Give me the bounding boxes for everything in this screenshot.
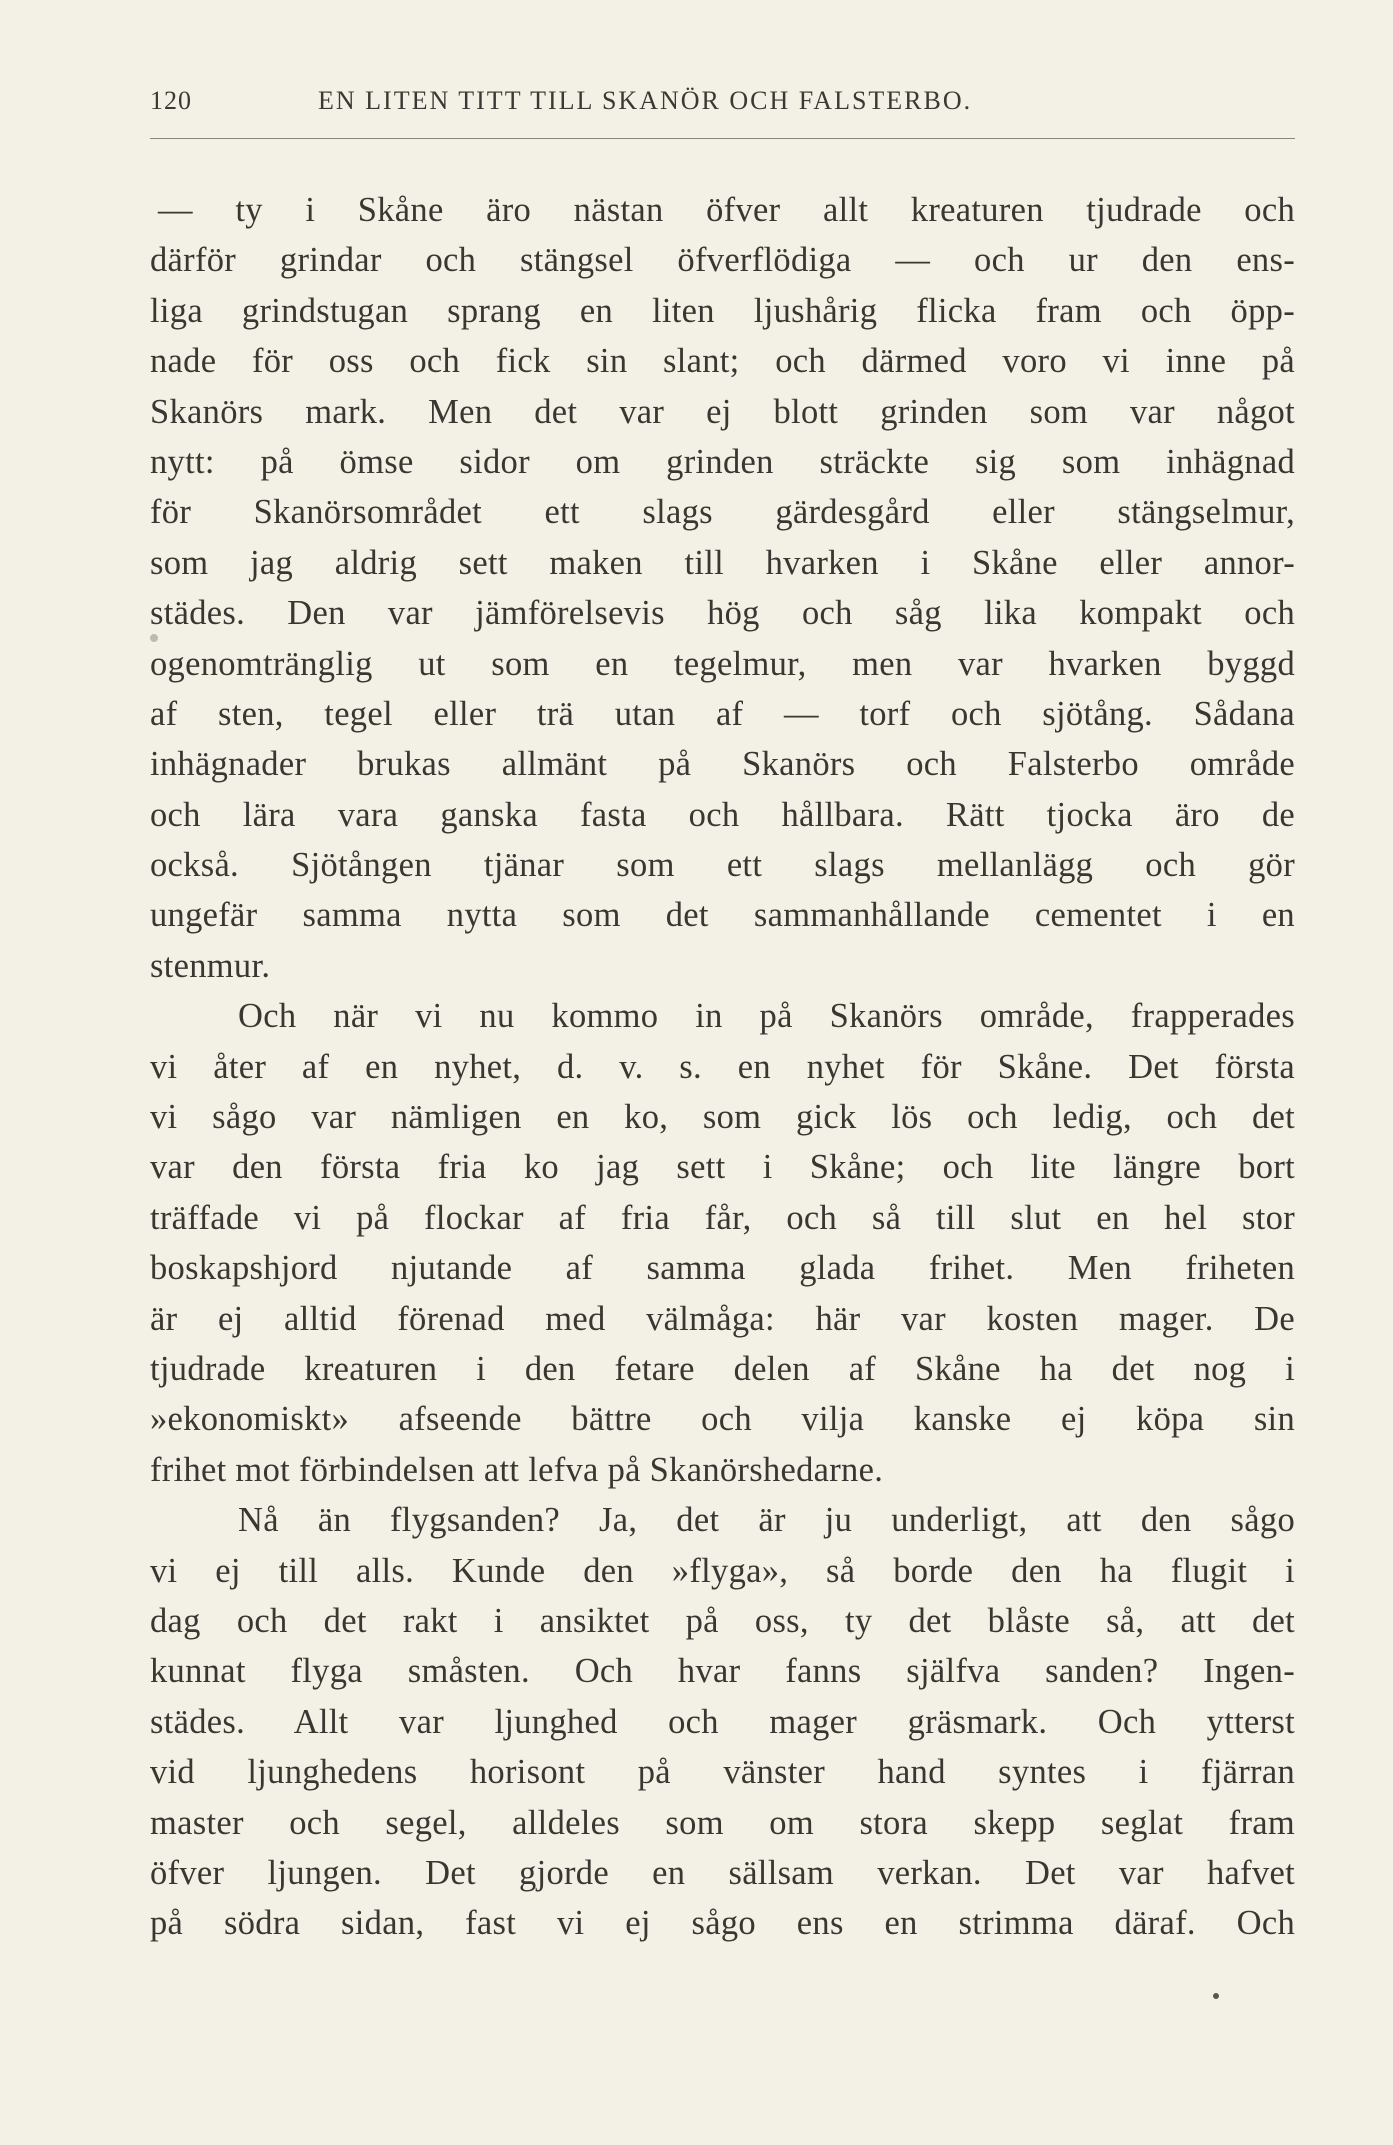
text-line: Skanörs mark. Men det var ej blott grinden som var något — [150, 392, 1295, 431]
header-rule — [150, 138, 1295, 139]
text-line: städes. Allt var ljunghed och mager gräsmark. Och ytterst — [150, 1702, 1295, 1741]
text-line: som jag aldrig sett maken till hvarken i Skåne eller annor- — [150, 543, 1295, 582]
text-line: »ekonomiskt» afseende bättre och vilja kanske ej köpa sin — [150, 1400, 1295, 1439]
text-line: städes. Den var jämförelsevis hög och såg lika kompakt och — [150, 594, 1295, 633]
text-line: är ej alltid förenad med välmåga: här var kosten mager. De — [150, 1299, 1295, 1338]
text-line: därför grindar och stängsel öfverflödiga — och ur den ens- — [150, 241, 1295, 280]
text-line: vi åter af en nyhet, d. v. s. en nyhet för Skåne. Det första — [150, 1047, 1295, 1086]
running-head — [150, 86, 1295, 126]
text-line: för Skanörsområdet ett slags gärdesgård eller stängselmur, — [150, 493, 1295, 532]
text-line: på södra sidan, fast vi ej sågo ens en strimma däraf. Och — [150, 1904, 1295, 1943]
text-line: också. Sjötången tjänar som ett slags mellanlägg och gör — [150, 846, 1295, 885]
text-line: vi sågo var nämligen en ko, som gick lös och ledig, och det — [150, 1098, 1295, 1137]
text-line: — ty i Skåne äro nästan öfver allt kreaturen tjudrade och — [158, 191, 1295, 229]
text-line: vid ljunghedens horisont på vänster hand syntes i fjärran — [150, 1753, 1295, 1792]
text-line: Nå än flygsanden? Ja, det är ju underligt, att den sågo — [238, 1501, 1295, 1540]
text-line: Och när vi nu kommo in på Skanörs område, frapperades — [238, 997, 1295, 1036]
text-line: boskapshjord njutande af samma glada frihet. Men friheten — [150, 1249, 1295, 1288]
text-line: liga grindstugan sprang en liten ljushårig flicka fram och öpp- — [150, 291, 1295, 330]
text-line: var den första fria ko jag sett i Skåne; och lite längre bort — [150, 1148, 1295, 1187]
page-number: 120 — [150, 86, 192, 115]
text-line: ungefär samma nytta som det sammanhållande cementet i en — [150, 896, 1295, 935]
text-line: och lära vara ganska fasta och hållbara. Rätt tjocka äro de — [150, 795, 1295, 834]
text-line: nytt: på ömse sidor om grinden sträckte sig som inhägnad — [150, 442, 1295, 481]
running-title: EN LITEN TITT TILL SKANÖR OCH FALSTERBO. — [318, 86, 973, 115]
text-line: master och segel, alldeles som om stora skepp seglat fram — [150, 1803, 1295, 1842]
body-text — [150, 185, 1295, 1949]
text-line: nade för oss och fick sin slant; och därmed voro vi inne på — [150, 342, 1295, 381]
text-line: ogenomtränglig ut som en tegelmur, men var hvarken byggd — [150, 644, 1295, 683]
text-line: öfver ljungen. Det gjorde en sällsam verkan. Det var hafvet — [150, 1853, 1295, 1892]
text-line: frihet mot förbindelsen att lefva på Skanörshedarne. — [150, 1450, 884, 1489]
text-line: träffade vi på flockar af fria får, och så till slut en hel stor — [150, 1198, 1295, 1237]
text-line: kunnat flyga småsten. Och hvar fanns själfva sanden? Ingen- — [150, 1652, 1295, 1691]
text-line: inhägnader brukas allmänt på Skanörs och Falsterbo område — [150, 745, 1295, 784]
ink-speck — [150, 634, 158, 642]
text-line: vi ej till alls. Kunde den »flyga», så borde den ha flugit i — [150, 1551, 1295, 1590]
text-line: tjudrade kreaturen i den fetare delen af Skåne ha det nog i — [150, 1349, 1295, 1388]
text-line: dag och det rakt i ansiktet på oss, ty det blåste så, att det — [150, 1601, 1295, 1640]
ink-speck — [1213, 1993, 1219, 1999]
text-line: af sten, tegel eller trä utan af — torf och sjötång. Sådana — [150, 694, 1295, 733]
text-line: stenmur. — [150, 946, 271, 985]
